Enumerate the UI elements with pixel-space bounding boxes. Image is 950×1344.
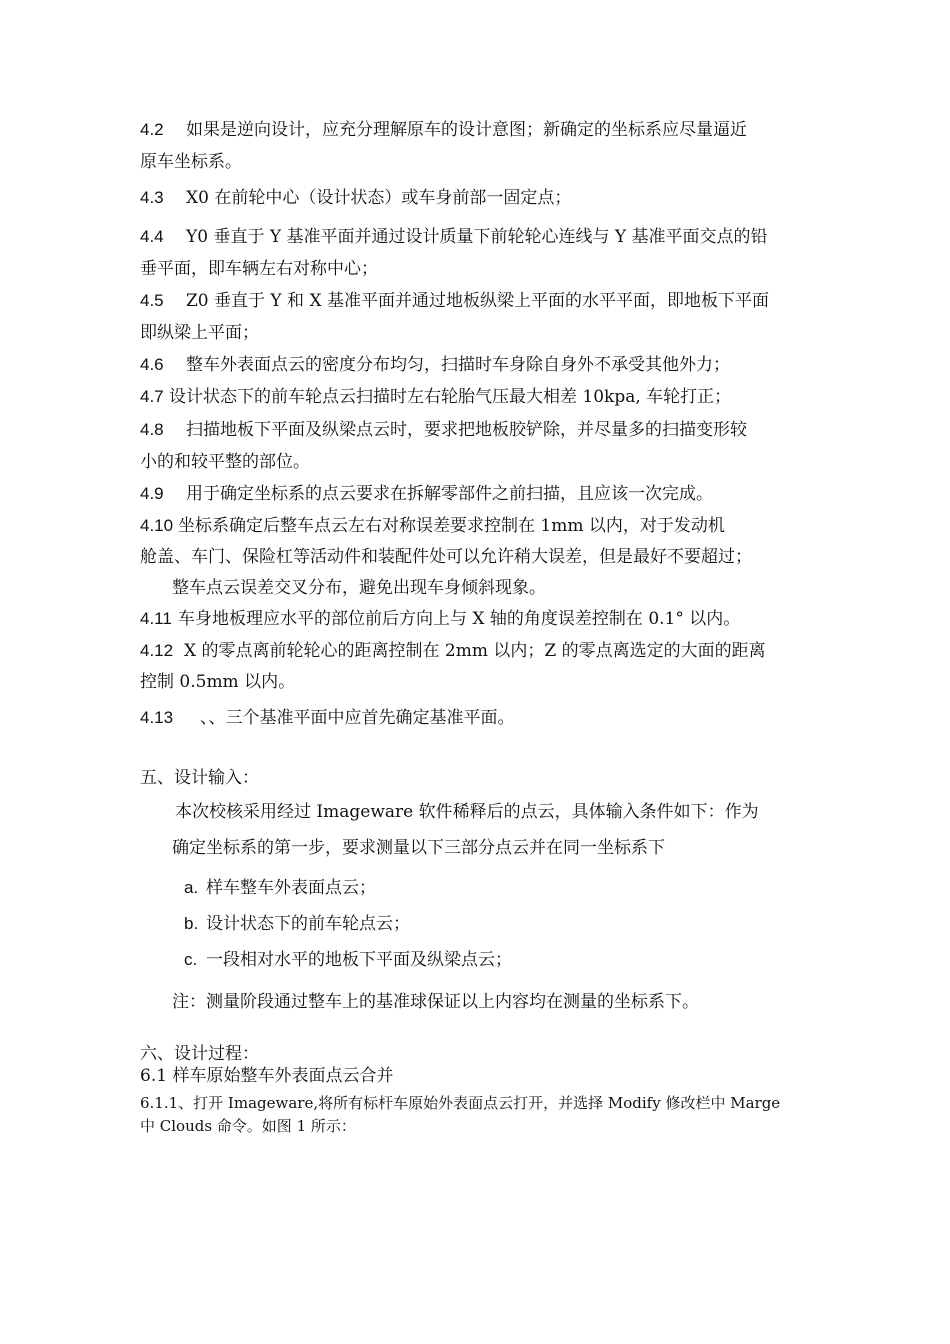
item-number: 4.11 <box>140 609 172 628</box>
item-4-11 <box>140 607 740 631</box>
item-text: 车身地板理应水平的部位前后方向上与 X 轴的角度误差控制在 0.1° 以内。 <box>178 609 741 629</box>
item-text: 整车外表面点云的密度分布均匀，扫描时车身除自身外不承受其他外力； <box>186 355 730 375</box>
section-6-step-line2: 中 Clouds 命令。如图 1 所示： <box>140 1117 356 1135</box>
item-number: 4.12 <box>140 641 174 660</box>
item-text: 、、三个基准平面中应首先确定基准平面。 <box>200 708 515 728</box>
item-4-10-line1 <box>140 514 725 538</box>
section-5-intro-line2: 确定坐标系的第一步，要求测量以下三部分点云并在同一坐标系下 <box>172 838 665 858</box>
item-text: 舱盖、车门、保险杠等活动件和装配件处可以允许稍大误差，但是最好不要超过； <box>140 547 752 567</box>
item-text: 小的和较平整的部位。 <box>140 452 310 472</box>
item-4-10-line2 <box>140 545 752 569</box>
item-text: X 的零点离前轮轮心的距离控制在 2mm 以内；Z 的零点离选定的大面的距离 <box>184 641 766 661</box>
item-number: 4.3 <box>140 188 164 207</box>
item-number: 4.8 <box>140 420 164 439</box>
item-4-10-line3 <box>172 576 546 600</box>
item-4-8-line2 <box>140 450 310 474</box>
item-number: 4.5 <box>140 291 164 310</box>
item-4-2-line2 <box>140 150 242 174</box>
item-number: 4.13 <box>140 708 174 727</box>
item-text: 设计状态下的前车轮点云扫描时左右轮胎气压最大相差 10kpa, 车轮打正； <box>169 387 732 407</box>
list-item-a <box>184 876 376 900</box>
item-4-4-line2 <box>140 257 378 281</box>
list-item-c <box>184 948 512 972</box>
item-4-7 <box>140 385 731 409</box>
item-text: 坐标系确定后整车点云左右对称误差要求控制在 1mm 以内，对于发动机 <box>178 516 725 536</box>
item-4-12-line1 <box>140 639 766 663</box>
item-4-8-line1 <box>140 418 747 442</box>
item-text: 用于确定坐标系的点云要求在拆解零部件之前扫描，且应该一次完成。 <box>186 484 713 504</box>
item-number: 4.2 <box>140 120 164 139</box>
item-4-13 <box>140 706 515 730</box>
item-text: X0 在前轮中心（设计状态）或车身前部一固定点； <box>186 188 572 208</box>
item-4-3 <box>140 186 571 210</box>
item-4-9 <box>140 482 713 506</box>
section-6-subheading: 6.1 样车原始整车外表面点云合并 <box>140 1066 394 1086</box>
item-text: Z0 垂直于 Y 和 X 基准平面并通过地板纵梁上平面的水平平面，即地板下平面 <box>186 291 769 311</box>
item-text: 整车点云误差交叉分布，避免出现车身倾斜现象。 <box>172 578 546 598</box>
section-6-heading: 六、设计过程： <box>140 1044 259 1064</box>
list-marker: b. <box>184 914 199 933</box>
item-number: 4.6 <box>140 355 164 374</box>
list-text: 一段相对水平的地板下平面及纵梁点云； <box>206 950 512 970</box>
item-number: 4.7 <box>140 387 164 406</box>
list-item-b <box>184 912 410 936</box>
item-4-5-line1 <box>140 289 769 313</box>
item-4-2-line1 <box>140 118 747 142</box>
item-text: 即纵梁上平面； <box>140 323 259 343</box>
section-6-step-line1: 6.1.1、打开 Imageware,将所有标杆车原始外表面点云打开，并选择 Modify 修改栏中 Marge <box>140 1094 781 1112</box>
item-4-6 <box>140 353 730 377</box>
list-marker: a. <box>184 878 199 897</box>
section-5-heading: 五、设计输入： <box>140 768 259 788</box>
section-5-intro-line1: 本次校核采用经过 Imageware 软件稀释后的点云，具体输入条件如下：作为 <box>175 802 759 822</box>
section-5-note: 注：测量阶段通过整车上的基准球保证以上内容均在测量的坐标系下。 <box>172 992 699 1012</box>
list-text: 设计状态下的前车轮点云； <box>206 914 410 934</box>
item-4-4-line1 <box>140 225 768 249</box>
item-number: 4.9 <box>140 484 164 503</box>
item-text: 原车坐标系。 <box>140 152 242 172</box>
item-text: Y0 垂直于 Y 基准平面并通过设计质量下前轮轮心连线与 Y 基准平面交点的铅 <box>186 227 768 247</box>
item-text: 如果是逆向设计，应充分理解原车的设计意图；新确定的坐标系应尽量逼近 <box>186 120 747 140</box>
list-marker: c. <box>184 950 198 969</box>
item-number: 4.4 <box>140 227 164 246</box>
item-4-12-line2 <box>140 670 295 694</box>
item-text: 扫描地板下平面及纵梁点云时，要求把地板胶铲除，并尽量多的扫描变形较 <box>186 420 747 440</box>
item-number: 4.10 <box>140 516 174 535</box>
item-text: 垂平面，即车辆左右对称中心； <box>140 259 378 279</box>
item-4-5-line2 <box>140 321 259 345</box>
item-text: 控制 0.5mm 以内。 <box>140 672 296 692</box>
list-text: 样车整车外表面点云； <box>206 878 376 898</box>
